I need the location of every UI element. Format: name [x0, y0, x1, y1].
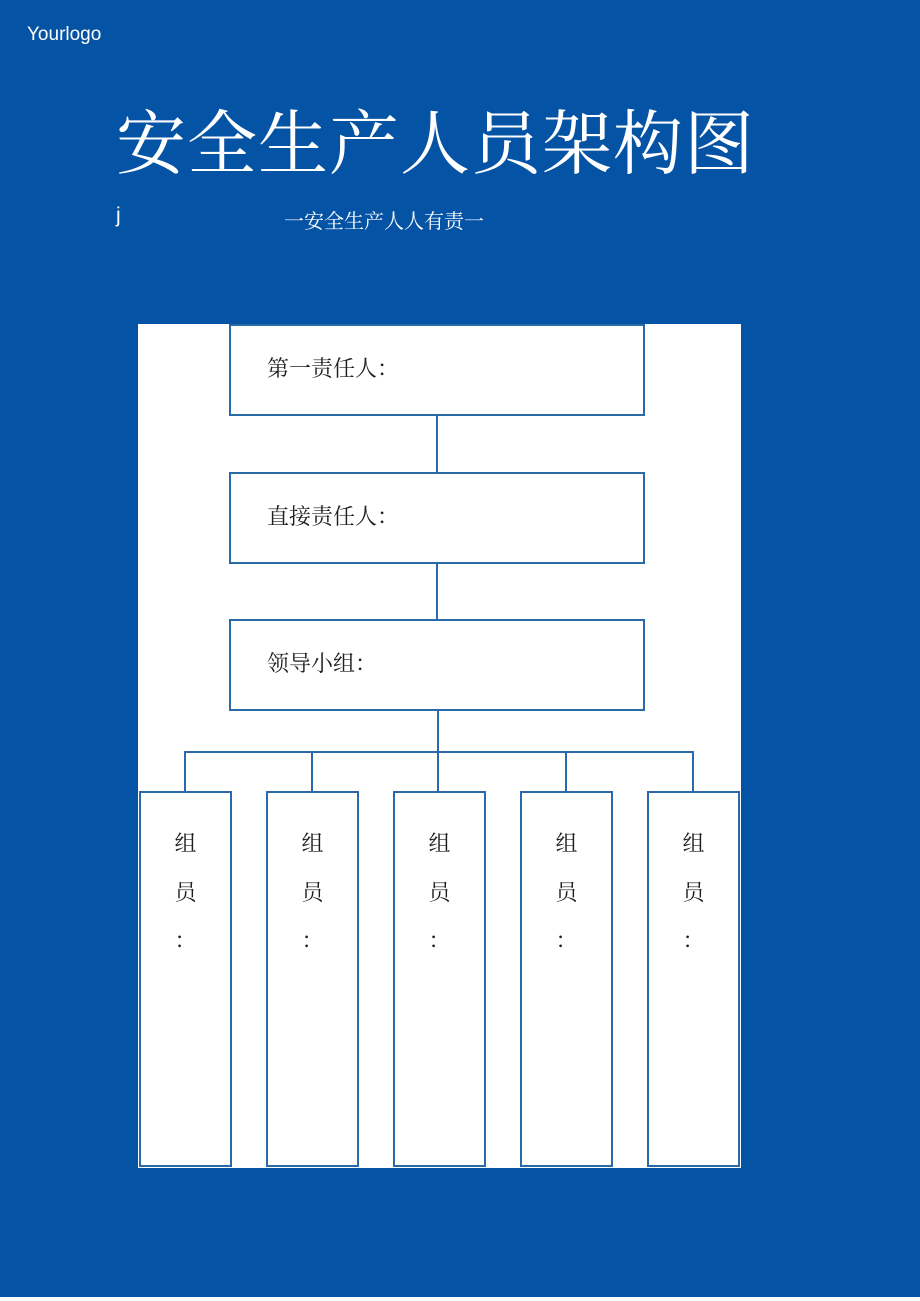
member-box-1: [139, 791, 232, 1167]
member-label-char: 员: [555, 881, 578, 906]
member-label-char: 组: [428, 832, 451, 857]
member-box-5: [647, 791, 740, 1167]
first-responsible-label: 第一责任人：: [267, 357, 400, 382]
member-box-4: [520, 791, 613, 1167]
bottom-divider: [0, 1297, 920, 1301]
member-label-char: 员: [682, 881, 705, 906]
member-label-char: 员: [301, 881, 324, 906]
page-title: 安全生产人员架构图: [116, 103, 755, 185]
member-box-2: [266, 791, 359, 1167]
member-label-colon: ：: [301, 929, 324, 954]
slogan: 一安全生产人人有责一: [284, 209, 484, 233]
member-label-colon: ：: [682, 929, 705, 954]
member-label-char: 组: [174, 832, 197, 857]
member-label-colon: ：: [428, 929, 451, 954]
member-label-colon: ：: [174, 929, 197, 954]
member-label-char: 组: [301, 832, 324, 857]
leading-group-box: [229, 619, 645, 711]
member-label-char: 组: [555, 832, 578, 857]
member-label-char: 员: [428, 881, 451, 906]
direct-responsible-box: [229, 472, 645, 564]
logo-text: Yourlogo: [27, 24, 102, 45]
leading-group-label: 领导小组：: [267, 652, 378, 677]
member-box-3: [393, 791, 486, 1167]
title-mark: j: [116, 204, 121, 227]
first-responsible-box: [229, 324, 645, 416]
direct-responsible-label: 直接责任人：: [267, 505, 400, 530]
member-label-char: 组: [682, 832, 705, 857]
member-label-colon: ：: [555, 929, 578, 954]
member-label-char: 员: [174, 881, 197, 906]
